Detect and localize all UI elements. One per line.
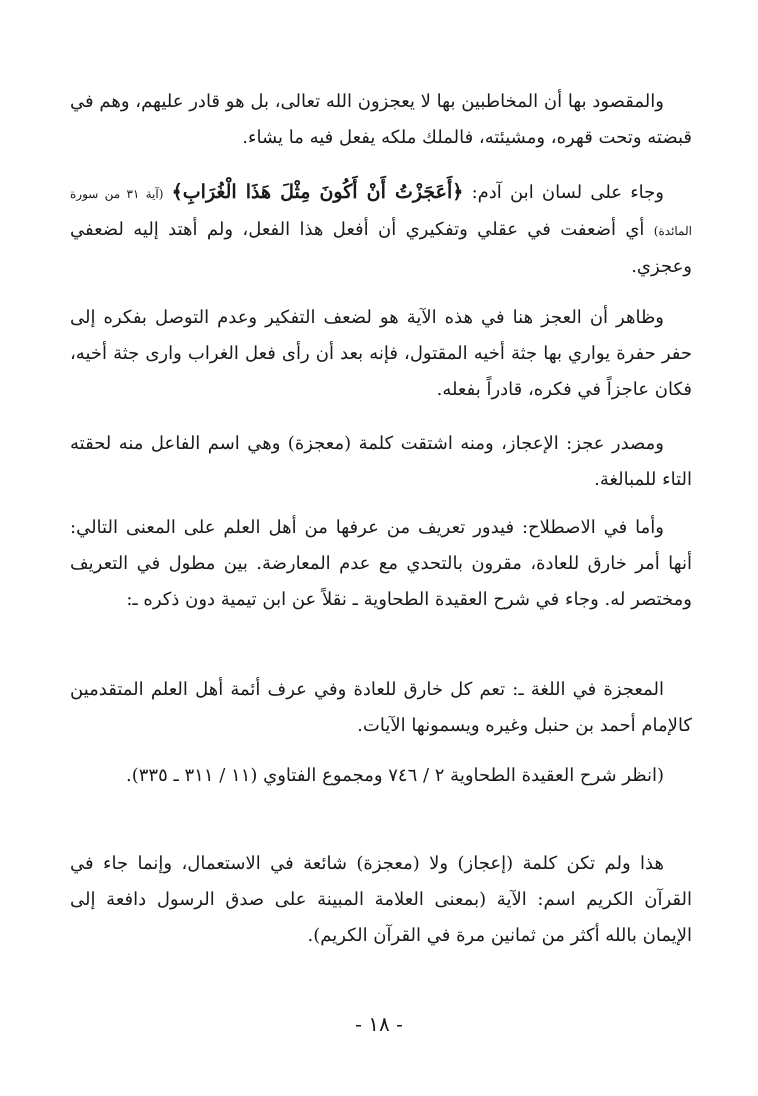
paragraph-8-line-3: الإيمان بالله أكثر من ثمانين مرة في القرآن الكريم).: [307, 925, 692, 946]
paragraph-1-line-2: في قبضته وتحت قهره، ومشيئته، فالملك ملكه يفعل فيه ما يشاء.: [70, 91, 692, 148]
paragraph-8-line-1: هذا ولم تكن كلمة (إعجاز) ولا (معجزة) شائعة في الاستعمال، وإنما جاء: [103, 853, 664, 874]
paragraph-6-line-2: المتقدمين كالإمام أحمد بن حنبل وغيره ويسمونها الآيات.: [70, 679, 692, 736]
verse-reference: (آية ٣١ من سورة المائدة): [70, 187, 692, 238]
paragraph-5-line-3: التعريف ومختصر له. وجاء في شرح العقيدة الطحاوية ـ نقلاً عن ابن تيمية دون: [70, 553, 692, 610]
paragraph-4-line-2: لحقته التاء للمبالغة.: [70, 433, 692, 490]
paragraph-2-intro: وجاء على لسان ابن آدم:: [471, 182, 664, 203]
paragraph-7-citation: [70, 758, 692, 794]
paragraph-7-line-2: ٣٣٥).: [126, 765, 168, 786]
paragraph-6-line-1: المعجزة في اللغة ـ: تعم كل خارق للعادة وفي عرف أئمة أهل العلم: [150, 679, 664, 700]
paragraph-2: [70, 174, 692, 285]
paragraph-5-line-1: وأما في الاصطلاح: فيدور تعريف من عرفها من أهل العلم على المعنى: [125, 517, 664, 538]
paragraph-3: [70, 300, 692, 408]
quran-verse: ﴿أَعَجَزْتُ أَنْ أَكُونَ مِثْلَ هَذَا الْغُرَابِ﴾: [171, 181, 464, 203]
paragraph-1-line-1: والمقصود بها أن المخاطبين بها لا يعجزون الله تعالى، بل هو قادر عليهم، وهم: [99, 91, 664, 112]
paragraph-3-line-3: جثة أخيه، فكان عاجزاً في فكره، قادراً بفعله.: [70, 343, 692, 400]
paragraph-1: [70, 84, 692, 156]
paragraph-8-line-2: في القرآن الكريم اسم: الآية (بمعنى العلامة المبينة على صدق الرسول دافعة إلى: [70, 853, 692, 910]
paragraph-5-line-4: ذكره ـ:: [126, 589, 180, 610]
paragraph-4: [70, 426, 692, 498]
paragraph-3-line-2: إلى حفر حفرة يواري بها جثة أخيه المقتول، فإنه بعد أن رأى فعل الغراب وارى: [70, 307, 692, 364]
paragraph-6: [70, 672, 692, 744]
paragraph-5: [70, 510, 692, 618]
page-number: - ١٨ -: [355, 1012, 403, 1036]
paragraph-5-line-2: التالي: أنها أمر خارق للعادة، مقرون بالتحدي مع عدم المعارضة. بين مطول في: [70, 517, 692, 574]
paragraph-7-line-1: (انظر شرح العقيدة الطحاوية ٢ / ٧٤٦ ومجموع الفتاوي (١١ / ٣١١ ـ: [173, 765, 664, 786]
paragraph-3-line-1: وظاهر أن العجز هنا في هذه الآية هو لضعف التفكير وعدم التوصل بفكره: [103, 307, 664, 328]
paragraph-8: [70, 846, 692, 954]
paragraph-4-line-1: ومصدر عجز: الإعجاز، ومنه اشتقت كلمة (معجزة) وهي اسم الفاعل منه: [118, 433, 664, 454]
paragraph-2-rest: أي أضعفت في عقلي وتفكيري أن أفعل هذا الفعل، ولم أهتد إليه لضعفي وعجزي.: [70, 219, 692, 277]
